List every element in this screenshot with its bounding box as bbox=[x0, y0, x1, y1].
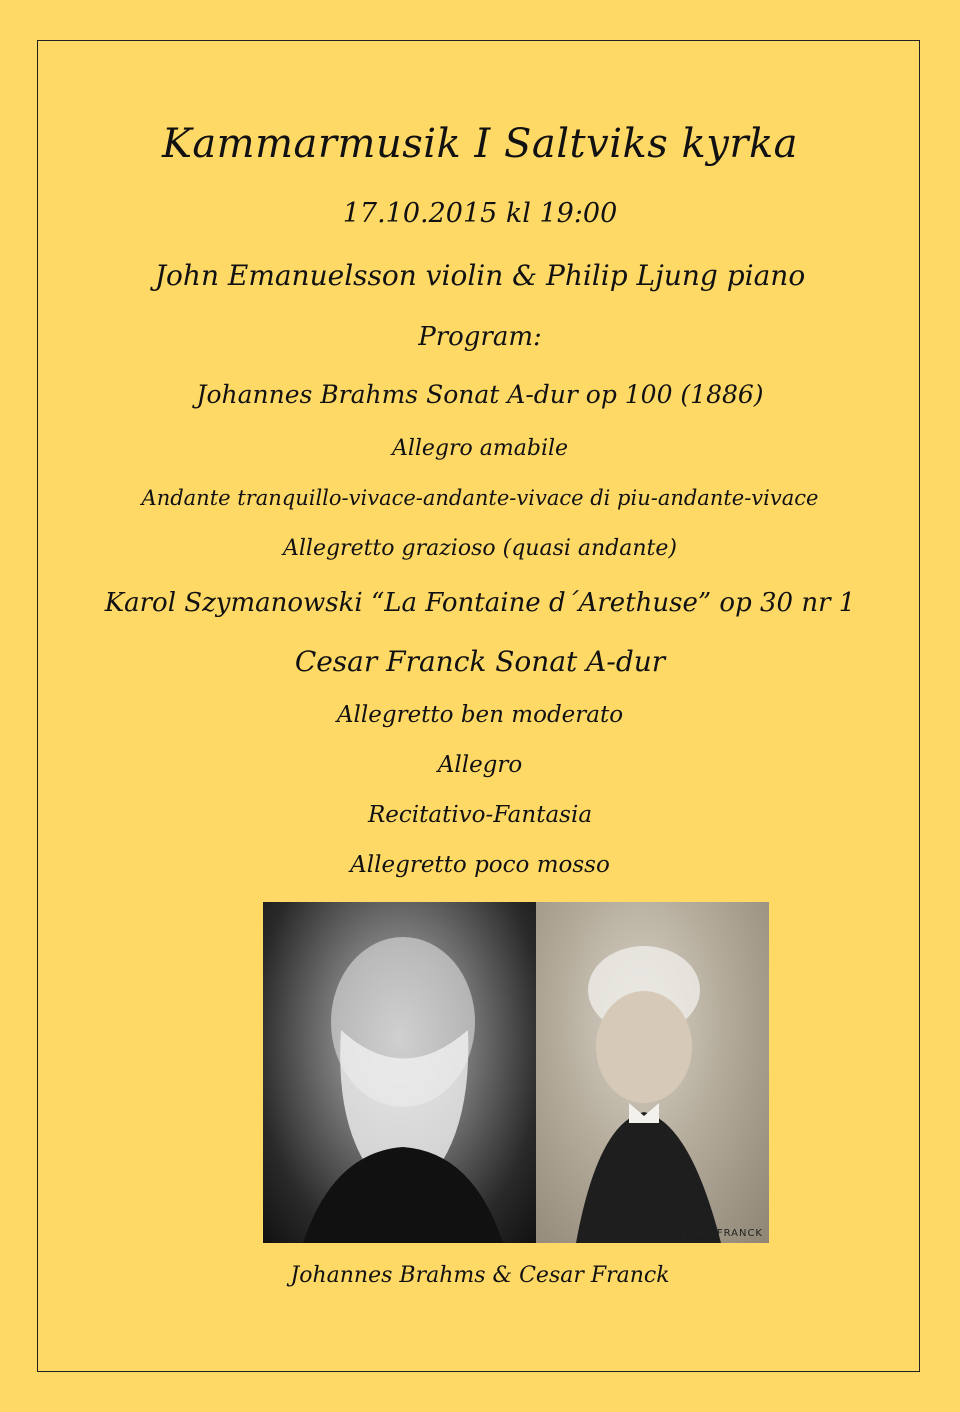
photo-caption: Johannes Brahms & Cesar Franck bbox=[290, 1263, 670, 1288]
movement-item: Allegro amabile bbox=[391, 436, 569, 461]
poster-title: Kammarmusik I Saltviks kyrka bbox=[161, 121, 799, 167]
program-piece-szymanowski: Karol Szymanowski “La Fontaine d´Arethuse” op 30 nr 1 bbox=[104, 588, 856, 618]
program-label: Program: bbox=[418, 322, 542, 352]
movement-item: Allegro bbox=[437, 752, 523, 778]
movement-item: Allegretto poco mosso bbox=[350, 852, 610, 878]
concert-date: 17.10.2015 kl 19:00 bbox=[342, 198, 618, 229]
program-piece-franck: Cesar Franck Sonat A-dur bbox=[294, 645, 666, 678]
brahms-portrait-illustration bbox=[263, 902, 536, 1243]
franck-photo-signature: CÉSAR FRANCK bbox=[674, 1228, 763, 1239]
performers: John Emanuelsson violin & Philip Ljung piano bbox=[154, 259, 806, 292]
movement-item: Andante tranquillo-vivace-andante-vivace di piu-andante-vivace bbox=[141, 486, 819, 510]
movement-item: Allegretto grazioso (quasi andante) bbox=[282, 536, 677, 561]
brahms-portrait bbox=[263, 902, 536, 1243]
franck-portrait-illustration bbox=[536, 902, 769, 1243]
movement-item: Allegretto ben moderato bbox=[336, 702, 624, 728]
composer-photos bbox=[263, 902, 769, 1243]
program-piece-brahms: Johannes Brahms Sonat A-dur op 100 (1886) bbox=[196, 380, 764, 409]
movement-item: Recitativo-Fantasia bbox=[367, 802, 593, 828]
franck-portrait bbox=[536, 902, 769, 1243]
